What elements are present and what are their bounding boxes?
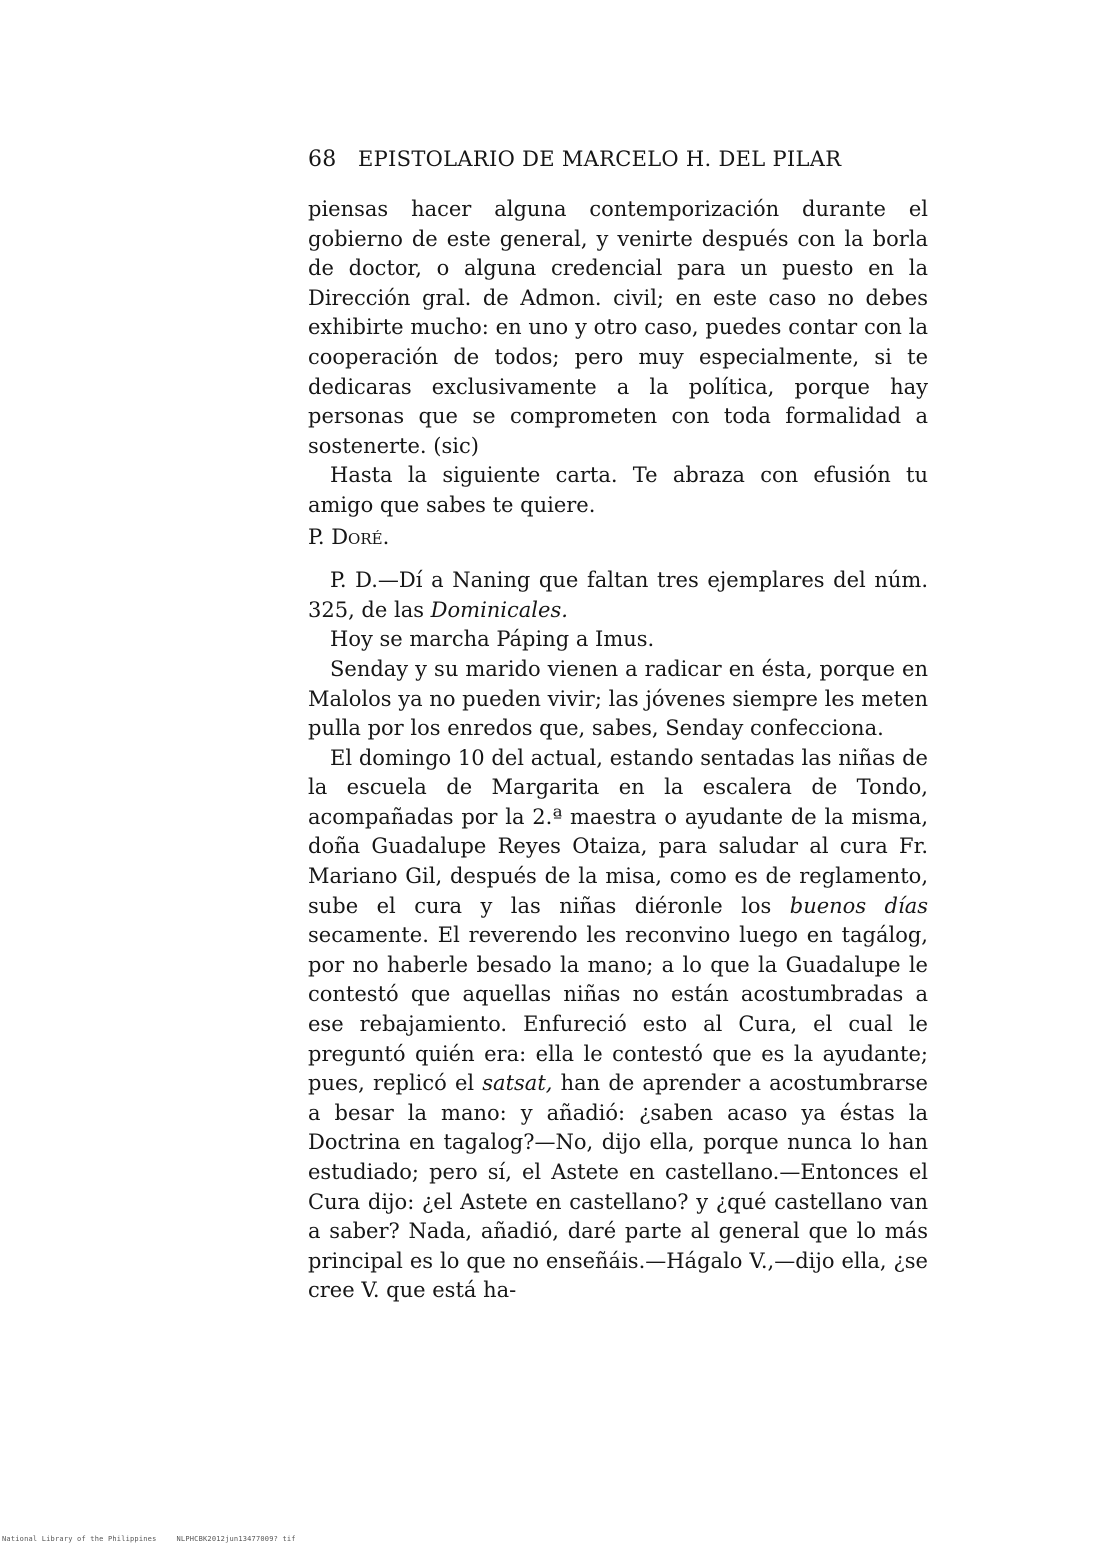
- page-number: 68: [308, 147, 337, 172]
- footer-library: National Library of the Philippines: [2, 1535, 157, 1543]
- paragraph-continuation: piensas hacer alguna contemporización durante el gobierno de este general, y venirte después con la borla de doctor, o alguna credencial para un puesto en la Dirección gral. de Admon. civil; en este caso no debes exhibirte mucho: en uno y otro caso, puedes contar con la cooperación de todos; pero muy especialmente, si te dedicaras exclusivamente a la política, porque hay personas que se comprometen con toda formalidad a sostenerte. (sic): [308, 197, 928, 458]
- ps4-text-c: han de aprender a acostumbrarse a besar la mano: y añadió: ¿saben acaso ya éstas la Doctrina en tagalog?—No, dijo ella, porque nunca lo han estudiado; pero sí, el Astete en castellano.—Entonces el Cura dijo: ¿el Astete en castellano? y ¿qué castellano van a saber? Nada, añadió, daré parte al general que lo más principal es lo que no enseñáis.—Hágalo V.,—dijo ella, ¿se cree V. que está ha-: [308, 1071, 928, 1303]
- postscript-text: P. D.—Dí a Naning que faltan tres ejemplares del núm. 325, de las: [308, 568, 928, 622]
- postscript-paragraph: [308, 566, 928, 625]
- postscript-italic-title: Dominicales.: [430, 597, 568, 622]
- postscript-paragraph-3: Senday y su marido vienen a radicar en ésta, porque en Malolos ya no pueden vivir; las jóvenes siempre les meten pulla por los enredos que, sabes, Senday confecciona.: [308, 656, 928, 741]
- paragraph-closing: Hasta la siguiente carta. Te abraza con efusión tu amigo que sabes te quiere.: [308, 463, 928, 517]
- scan-footer: [2, 1535, 296, 1543]
- ps4-text-b: secamente. El reverendo les reconvino luego en tagálog, por no haberle besado la mano; a lo que la Guadalupe le contestó que aquellas niñas no están acostumbradas a ese rebajamiento. Enfureció esto al Cura, el cual le preguntó quién era: ella le contestó que es la ayudante; pues, replicó el: [308, 923, 928, 1096]
- running-head: [308, 147, 908, 172]
- ps4-italic-1: buenos días: [789, 893, 928, 918]
- ps4-italic-2: satsat,: [482, 1071, 553, 1096]
- signature: P. Doré.: [308, 524, 390, 549]
- running-title: EPISTOLARIO DE MARCELO H. DEL PILAR: [358, 147, 842, 171]
- postscript-paragraph-4: [308, 744, 928, 1306]
- postscript-paragraph-2: Hoy se marcha Páping a Imus.: [330, 627, 655, 652]
- letter-text: [308, 195, 928, 1306]
- ps4-text-a: El domingo 10 del actual, estando sentadas las niñas de la escuela de Margarita en la escalera de Tondo, acompañadas por la 2.ª maestra o ayudante de la misma, doña Guadalupe Reyes Otaiza, para saludar al cura Fr. Mariano Gil, después de la misa, como es de reglamento, sube el cura y las niñas diéronle los: [308, 745, 928, 918]
- footer-file-id: NLPHCBK2012jun13477009? tif: [176, 1535, 296, 1543]
